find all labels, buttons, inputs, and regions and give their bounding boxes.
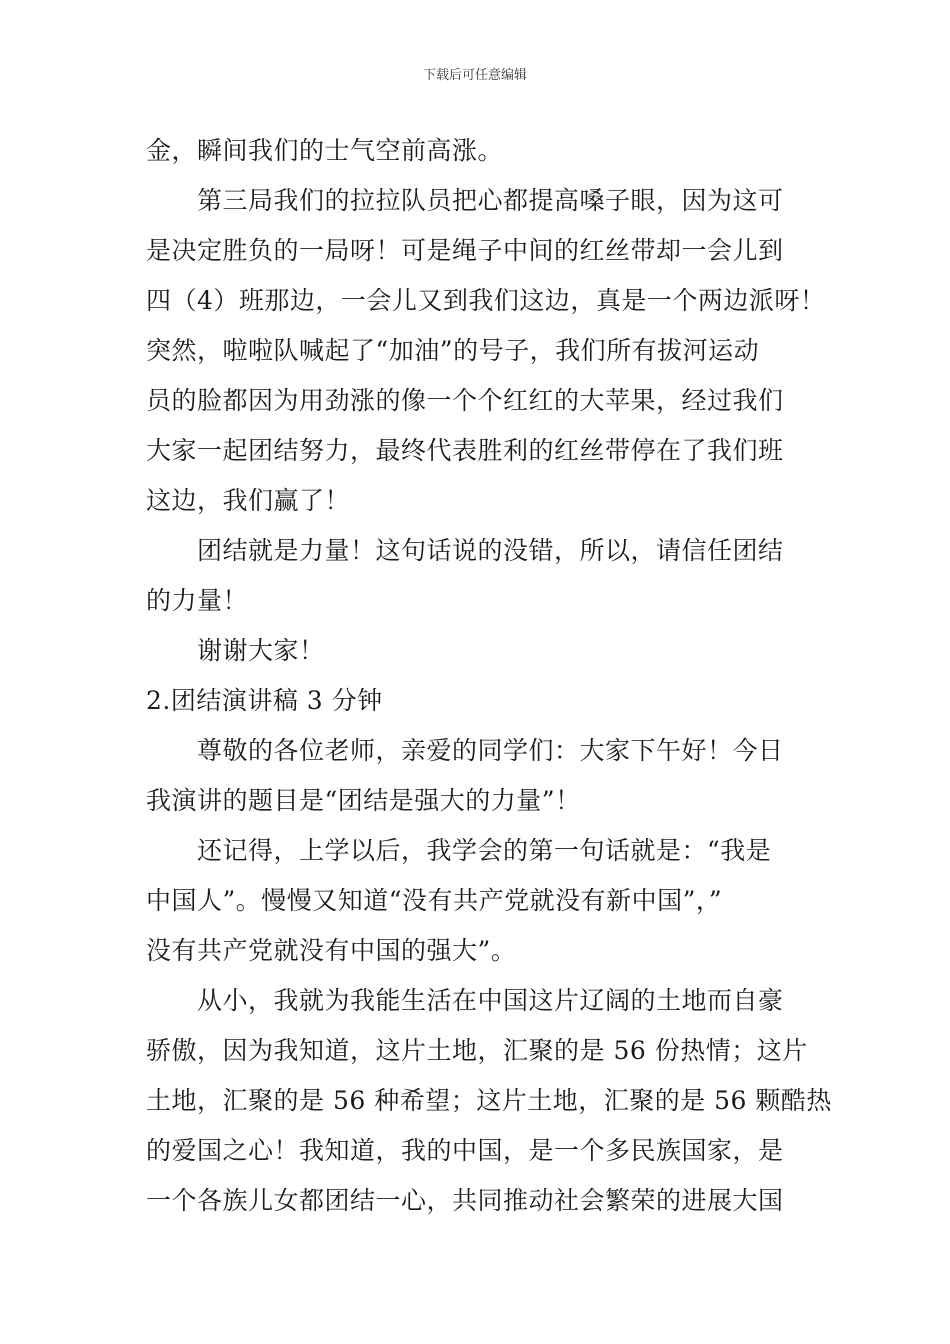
text-line: 员的脸都因为用劲涨的像一个个红红的大苹果，经过我们 bbox=[146, 386, 784, 415]
page-header-note: 下载后可任意编辑 bbox=[422, 68, 527, 83]
text-line: 土地，汇聚的是 56 种希望；这片土地，汇聚的是 56 颗酷热 bbox=[146, 1086, 832, 1115]
text-line: 第三局我们的拉拉队员把心都提高嗓子眼，因为这可 bbox=[197, 186, 784, 215]
text-line: 骄傲，因为我知道，这片土地，汇聚的是 56 份热情；这片 bbox=[146, 1036, 808, 1065]
text-line: 尊敬的各位老师，亲爱的同学们：大家下午好！今日 bbox=[197, 736, 784, 765]
text-line: 一个各族儿女都团结一心，共同推动社会繁荣的进展大国 bbox=[146, 1186, 784, 1215]
text-line: 没有共产党就没有中国的强大”。 bbox=[146, 936, 517, 965]
text-line: 团结就是力量！这句话说的没错，所以，请信任团结 bbox=[197, 536, 784, 565]
text-line: 是决定胜负的一局呀！可是绳子中间的红丝带却一会儿到 bbox=[146, 236, 784, 265]
text-line: 的爱国之心！我知道，我的中国，是一个多民族国家，是 bbox=[146, 1136, 784, 1165]
text-line: 四（4）班那边，一会儿又到我们这边，真是一个两边派呀！ bbox=[146, 286, 826, 315]
text-line: 的力量！ bbox=[146, 586, 249, 615]
text-line: 突然，啦啦队喊起了“加油”的号子，我们所有拔河运动 bbox=[146, 336, 760, 365]
text-line: 谢谢大家！ bbox=[197, 636, 325, 665]
section-heading: 2.团结演讲稿 3 分钟 bbox=[146, 686, 383, 715]
document-body bbox=[146, 126, 832, 1226]
text-line: 中国人”。慢慢又知道“没有共产党就没有新中国”，” bbox=[146, 886, 723, 915]
text-line: 大家一起团结努力，最终代表胜利的红丝带停在了我们班 bbox=[146, 436, 784, 465]
text-line: 这边，我们赢了！ bbox=[146, 486, 351, 515]
text-line: 金，瞬间我们的士气空前高涨。 bbox=[146, 136, 504, 165]
text-line: 从小，我就为我能生活在中国这片辽阔的土地而自豪 bbox=[197, 986, 784, 1015]
text-line: 还记得，上学以后，我学会的第一句话就是：“我是 bbox=[197, 836, 772, 865]
text-line: 我演讲的题目是“团结是强大的力量”！ bbox=[146, 786, 581, 815]
